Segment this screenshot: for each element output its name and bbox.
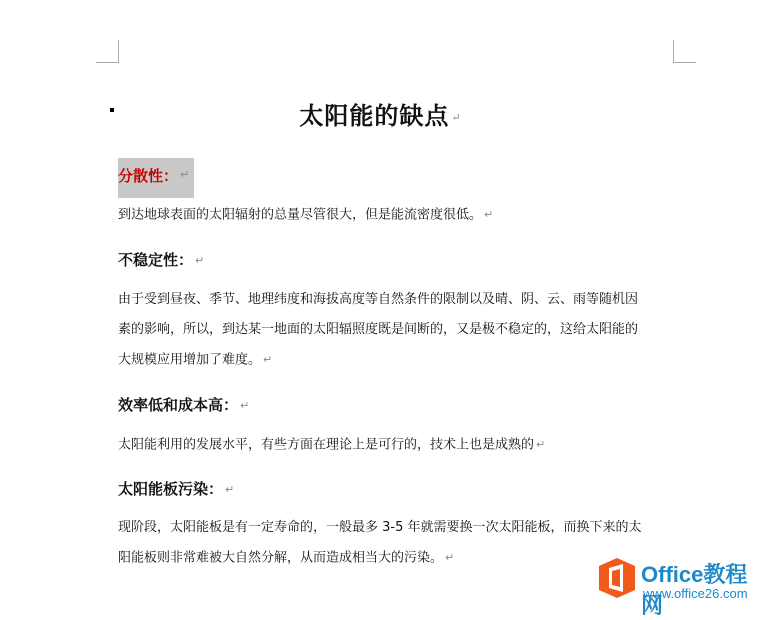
site-watermark	[593, 552, 761, 618]
page-corner-top-right	[673, 40, 696, 63]
watermark-url: www.office26.com	[643, 586, 748, 601]
title-text: 太阳能的缺点	[299, 101, 450, 130]
heading-text: 不稳定性：	[118, 251, 194, 269]
heading-text: 太阳能板污染：	[118, 480, 224, 498]
paragraph-line: 太阳能利用的发展水平，有些方面在理论上是可行的，技术上也是成熟的	[118, 437, 535, 453]
paragraph-line: 素的影响，所以，到达某一地面的太阳辐照度既是间断的，又是极不稳定的，这给太阳能的	[118, 322, 639, 337]
paragraph-mark: ↵	[180, 168, 190, 181]
paragraph-line: 由于受到昼夜、季节、地理纬度和海拔高度等自然条件的限制以及晴、阴、云、雨等随机因	[118, 292, 639, 307]
paragraph-line: 现阶段，太阳能板是有一定寿命的，一般最多 3-5 年就需要换一次太阳能板，而换下来的太	[118, 520, 642, 535]
heading-text: 效率低和成本高：	[118, 396, 239, 414]
paragraph-mark: ↵	[445, 551, 455, 564]
heading-instability[interactable]	[118, 249, 204, 270]
paragraph-line: 到达地球表面的太阳辐射的总量尽管很大，但是能流密度很低。	[118, 207, 483, 223]
paragraph-instability[interactable]	[118, 285, 678, 376]
paragraph-line: 大规模应用增加了难度。	[118, 352, 262, 368]
paragraph-dispersion[interactable]	[118, 200, 678, 231]
heading-dispersion[interactable]	[118, 158, 194, 198]
paragraph-mark: ↵	[240, 399, 250, 412]
heading-text: 分散性：	[118, 167, 179, 185]
paragraph-efficiency-cost[interactable]	[118, 430, 678, 461]
document-title[interactable]	[0, 96, 761, 131]
heading-efficiency-cost[interactable]	[118, 394, 249, 415]
paragraph-mark: ↵	[225, 483, 235, 496]
paragraph-line: 阳能板则非常难被大自然分解，从而造成相当大的污染。	[118, 550, 444, 566]
office-logo-icon	[597, 556, 637, 600]
page-corner-top-left	[96, 40, 119, 63]
paragraph-mark: ↵	[484, 208, 494, 221]
heading-panel-pollution[interactable]	[118, 478, 234, 499]
watermark-name: Office教程网	[641, 562, 748, 618]
paragraph-mark: ↵	[536, 438, 546, 451]
paragraph-mark: ↵	[263, 353, 273, 366]
paragraph-mark: ↵	[451, 111, 462, 124]
paragraph-mark: ↵	[195, 254, 205, 267]
